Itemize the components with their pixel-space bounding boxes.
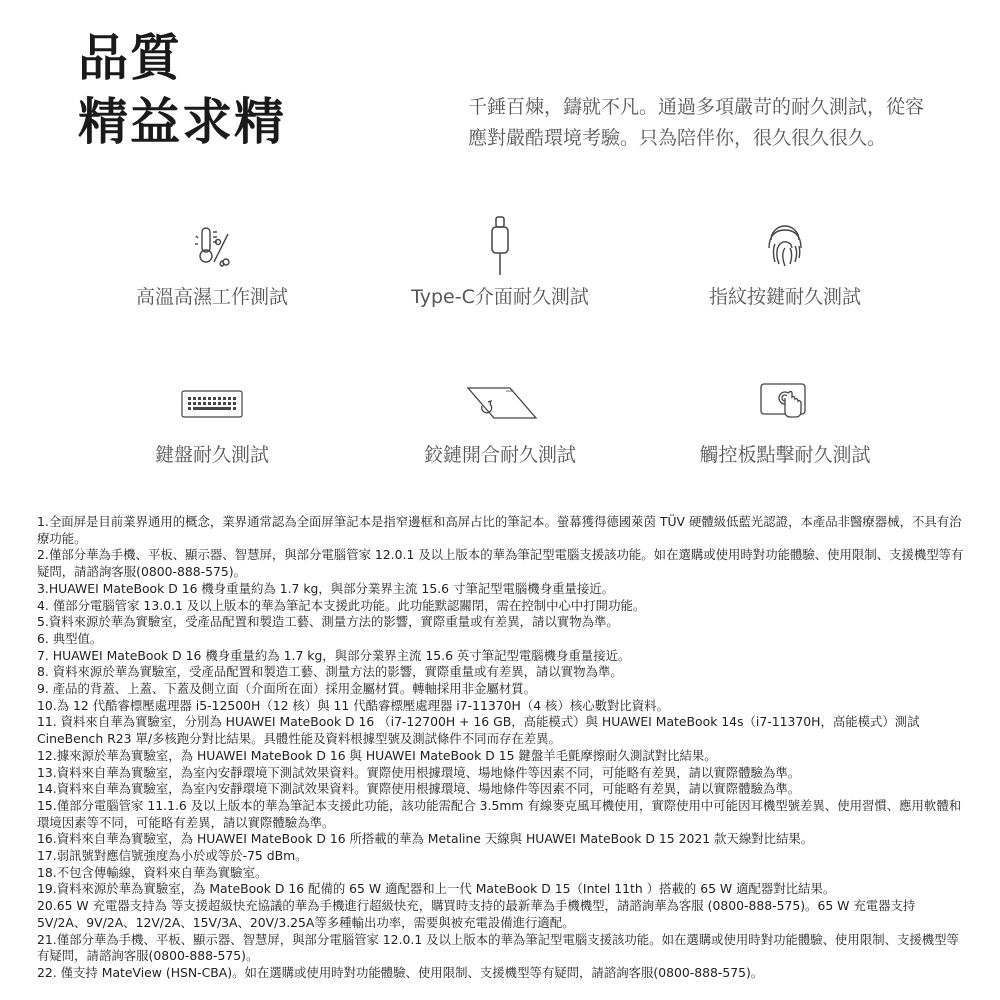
laptop-hinge-icon <box>460 384 540 424</box>
footnote: 8. 資料來源於華為實驗室，受產品配置和製造工藝、測量方法的影響，實際重量或有差異，請以實物為準。 <box>37 664 623 680</box>
footnote: 3.HUAWEI MateBook D 16 機身重量約為 1.7 kg，與部分業界主流 15.6 寸筆記型電腦機身重量接近。 <box>37 580 615 596</box>
feature-label: 高溫高濕工作測試 <box>135 286 288 308</box>
hero-subtitle-line1: 千錘百煉，鑄就不凡。通過多項嚴苛的耐久測試，從容 <box>468 96 925 118</box>
feature-high-temp-humidity <box>62 212 362 309</box>
hero-subtitle <box>468 92 948 154</box>
usb-c-cable-icon <box>472 215 528 277</box>
footnote: 12.據來源於華為實驗室，為 HUAWEI MateBook D 16 與 HUAWEI MateBook D 15 鍵盤羊毛氈摩擦耐久測試對比結果。 <box>37 747 717 763</box>
feature-label: 觸控板點擊耐久測試 <box>699 444 871 466</box>
feature-type-c <box>350 212 650 309</box>
footnote: 6. 典型值。 <box>37 630 103 646</box>
footnote: 2.僅部分華為手機、平板、顯示器、智慧屏，與部分電腦管家 12.0.1 及以上版本的華為筆記型電腦支援該功能。如在選購或使用時對功能體驗、使用限制、支援機型等有疑問，請諮詢客服(0800-888-575)。 <box>37 547 964 580</box>
touchpad-click-icon <box>757 380 813 428</box>
footnote: 10.為 12 代酷睿標壓處理器 i5-12500H（12 核）與 11 代酷睿標壓處理器 i7-11370H（4 核）核心數對比資料。 <box>37 697 669 713</box>
footnote: 11. 資料來自華為實驗室，分別為 HUAWEI MateBook D 16 （i7-12700H + 16 GB，高能模式）與 HUAWEI MateBook 14s（i7-11370H，高能模式）測試 CineBench R23 單/多核跑分對比結果。具體性能及資料根據型號及測試條件不同而存在差異。 <box>37 714 920 747</box>
feature-label: 鉸鏈開合耐久測試 <box>423 444 576 466</box>
footnote: 16.資料來自華為實驗室，為 HUAWEI MateBook D 16 所搭載的華為 Metaline 天線與 HUAWEI MateBook D 15 2021 款天線對比結果。 <box>37 831 814 847</box>
hero-title <box>78 26 286 154</box>
hero-subtitle-line2: 應對嚴酷環境考驗。只為陪伴你，很久很久很久。 <box>468 127 887 149</box>
footnote: 17.弱訊號對應信號強度為小於或等於-75 dBm。 <box>37 848 308 864</box>
footnote: 9. 產品的背蓋、上蓋、下蓋及側立面（介面所在面）採用金屬材質。轉軸採用非金屬材質。 <box>37 681 536 697</box>
footnote: 1.全面屏是目前業界通用的概念，業界通常認為全面屏筆記本是指窄邊框和高屏占比的筆記本。螢幕獲得德國萊茵 TÜV 硬體級低藍光認證，本產品非醫療器械，不具有治療功能。 <box>37 514 962 546</box>
footnote: 13.資料來自華為實驗室，為室內安靜環境下測試效果資料。實際使用根據環境、場地條件等因素不同，可能略有差異，請以實際體驗為準。 <box>37 764 801 780</box>
footnotes <box>37 514 965 982</box>
footnote: 15.僅部分電腦管家 11.1.6 及以上版本的華為筆記本支援此功能，該功能需配合 3.5mm 有線麥克風耳機使用，實際使用中可能因耳機型號差異、使用習慣、應用軟體和環境因素等不同，可能略有差異，請以實際體驗為準。 <box>37 797 962 830</box>
feature-hinge <box>350 370 650 467</box>
feature-fingerprint <box>635 212 935 309</box>
footnote: 20.65 W 充電器支持為 等支援超級快充協議的華為手機進行超級快充，購買時支持的最新華為手機機型，請諮詢華為客服 (0800-888-575)。65 W 充電器支持 5V/2A、9V/2A、12V/2A、15V/3A、20V/3.25A等多種輸出功率，需要與被充電設備進行適配。 <box>37 898 916 930</box>
feature-keyboard <box>62 370 362 467</box>
feature-label: Type-C介面耐久測試 <box>411 286 589 308</box>
feature-touchpad <box>635 370 935 467</box>
hero-title-line2: 精益求精 <box>78 93 286 151</box>
footnote: 19.資料來源於華為實驗室，為 MateBook D 16 配備的 65 W 適配器和上一代 MateBook D 15（Intel 11th ）搭載的 65 W 適配器對比結果。 <box>37 881 836 897</box>
hero-title-line1: 品質 <box>78 29 182 87</box>
footnote: 5.資料來源於華為實驗室，受產品配置和製造工藝、測量方法的影響，實際重量或有差異，請以實物為準。 <box>37 614 619 630</box>
footnote: 4. 僅部分電腦管家 13.0.1 及以上版本的華為筆記本支援此功能。此功能默認關閉，需在控制中心中打開功能。 <box>37 597 646 613</box>
footnote: 18.不包含傳輸線，資料來自華為實驗室。 <box>37 864 268 880</box>
footnote: 14.資料來自華為實驗室，為室內安靜環境下測試效果資料。實際使用根據環境、場地條件等因素不同，可能略有差異，請以實際體驗為準。 <box>37 781 801 797</box>
thermometer-humidity-icon <box>184 218 240 274</box>
footnote: 21.僅部分華為手機、平板、顯示器、智慧屏，與部分電腦管家 12.0.1 及以上版本的華為筆記型電腦支援該功能。如在選購或使用時對功能體驗、使用限制、支援機型等有疑問，請諮詢客服(0800-888-575)。 <box>37 931 959 964</box>
feature-label: 指紋按鍵耐久測試 <box>708 286 861 308</box>
fingerprint-icon <box>757 218 813 274</box>
feature-label: 鍵盤耐久測試 <box>154 444 269 466</box>
keyboard-icon <box>180 387 244 421</box>
footnote: 7. HUAWEI MateBook D 16 機身重量約為 1.7 kg，與部分業界主流 15.6 英寸筆記型電腦機身重量接近。 <box>37 647 631 663</box>
footnote: 22. 僅支持 MateView (HSN-CBA)。如在選購或使用時對功能體驗、使用限制、支援機型等有疑問，請諮詢客服(0800-888-575)。 <box>37 964 764 980</box>
